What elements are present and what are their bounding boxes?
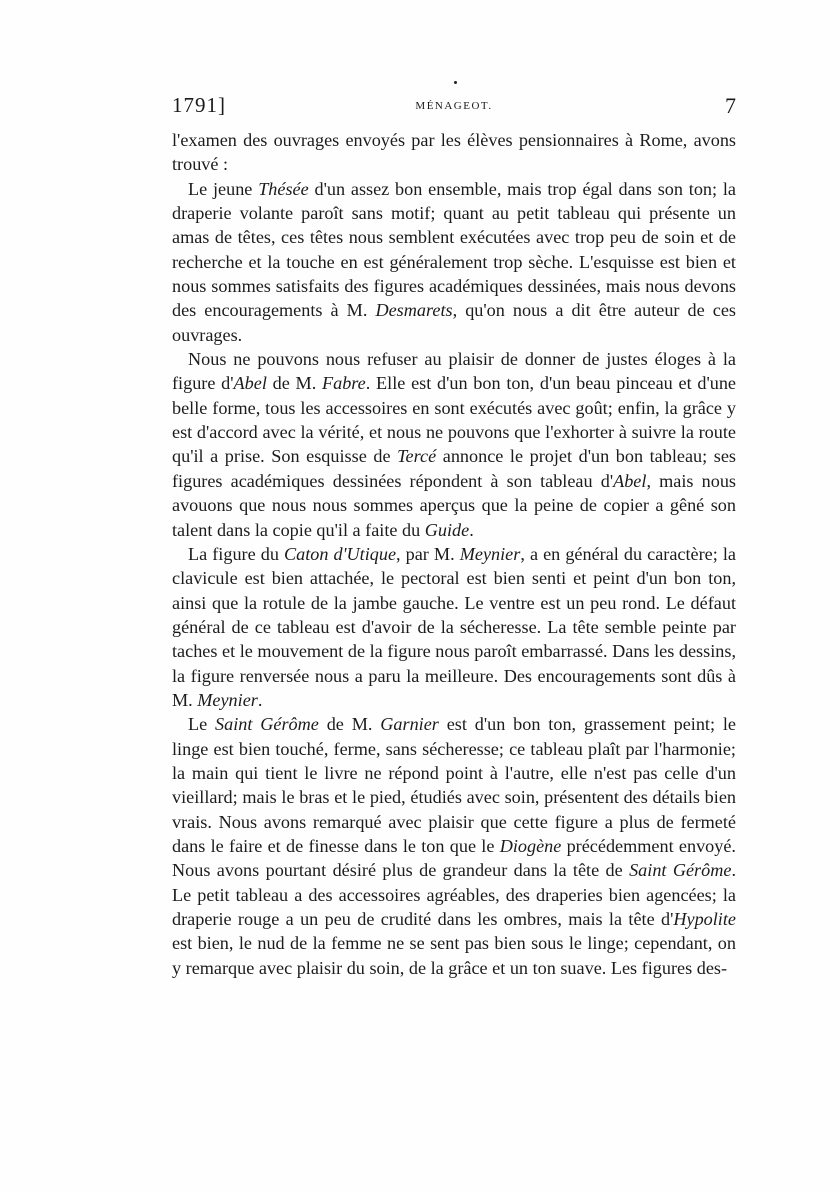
text-run: Le	[188, 714, 216, 735]
running-head: MÉNAGEOT.	[415, 100, 493, 112]
italic-run: Saint Gérôme	[629, 860, 732, 881]
text-run: .	[257, 689, 263, 710]
italic-run: Meynier	[197, 689, 258, 710]
italic-run: Caton d'Utique	[284, 543, 397, 564]
text-run: , a en général du caractère; la clavicule est bien attachée, le pectoral est bien senti et peint d'un bon ton, ainsi que la rotule de la jambe gauche. Le ventre est un peu rond. Le défaut général de ce tableau est d'avoir de la sécheresse. La tête semble peinte par taches et le mouvement de la figure nous paroît embarrassé. Dans les dessins, la figure renversée nous a paru la meilleure. Des encouragements sont dûs à M.	[172, 543, 736, 710]
text-run: est d'un bon ton, grassement peint; le linge est bien touché, ferme, sans sécheresse; ce tableau plaît par l'harmonie; la main qui tient le livre ne répond point à l'autre, elle n'est pas celle d'un vieillard; mais le bras et le pied, étudiés avec soin, présentent des détails bien vrais. Nous avons remarqué avec plaisir que cette figure a plus de fermeté dans le faire et de finesse dans le ton que le	[172, 714, 736, 856]
paragraph	[172, 542, 736, 712]
text-run: l'examen des ouvrages envoyés par les élèves pensionnaires à Rome, avons trouvé :	[172, 130, 736, 175]
italic-run: Hypolite	[673, 909, 736, 929]
italic-run: Diogène	[499, 835, 562, 856]
text-run: précédemment envoyé. Nous avons pourtant désiré plus de grandeur dans la tête de	[172, 835, 736, 881]
text-run: Le jeune	[188, 178, 259, 199]
paragraph	[172, 347, 736, 542]
text-run: Nous ne pouvons nous refuser au plaisir de donner de justes éloges à la figure d'	[172, 349, 736, 394]
text-run: est bien, le nud de la femme ne se sent pas bien sous le linge; cependant, on y remarque avec plaisir du soin, de la grâce et un ton suave. Les figures des-	[172, 933, 736, 978]
text-run: de M.	[318, 714, 381, 735]
page-header	[172, 93, 736, 123]
italic-run: Abel	[613, 470, 647, 491]
paragraph	[172, 177, 736, 347]
italic-run: Garnier	[380, 714, 439, 735]
italic-run: Saint Gérôme	[215, 714, 319, 735]
text-run: annonce le projet d'un bon tableau; ses figures académiques dessinées répondent à son tableau d'	[172, 446, 736, 491]
header-date: 1791]	[172, 93, 226, 117]
italic-run: Guide	[424, 519, 470, 540]
body-text	[172, 128, 736, 980]
page-number: 7	[725, 93, 736, 118]
paragraph	[172, 712, 736, 980]
header-dot	[454, 81, 457, 84]
text-run: , mais nous avouons que nous nous sommes aperçus que la peine de copier a gêné son talent dans la copie qu'il a faite du	[172, 470, 736, 540]
italic-run: Abel	[233, 373, 267, 394]
text-run: , par M.	[396, 543, 460, 564]
text-run: de M.	[266, 373, 322, 394]
text-run: La figure du	[188, 543, 284, 564]
italic-run: Thésée	[258, 178, 309, 199]
text-run: , qu'on nous a dit être auteur de ces ouvrages.	[172, 300, 736, 345]
text-run: .	[469, 519, 474, 540]
paragraph	[172, 128, 736, 177]
italic-run: Tercé	[397, 446, 437, 467]
text-run: d'un assez bon ensemble, mais trop égal dans son ton; la draperie volante paroît sans motif; quant au petit tableau qui présente un amas de têtes, ces têtes nous semblent exécutées avec trop peu de soin et de recherche et la touche en est généralement trop sèche. L'esquisse est bien et nous sommes satisfaits des figures académiques dessinées, mais nous devons des encouragements à M.	[172, 178, 736, 321]
text-run: . Elle est d'un bon ton, d'un beau pinceau et d'une belle forme, tous les accessoires en sont exécutés avec goût; enfin, la grâce y est d'accord avec la vérité, et nous ne pouvons que l'exhorter à suivre la route qu'il a prise. Son esquisse de	[172, 373, 736, 467]
italic-run: Fabre	[321, 373, 366, 394]
italic-run: Meynier	[459, 543, 521, 564]
text-run: . Le petit tableau a des accessoires agréables, des draperies bien agencées; la draperie rouge a un peu de crudité dans les ombres, mais la tête d'	[172, 860, 736, 929]
italic-run: Desmarets	[375, 300, 453, 321]
